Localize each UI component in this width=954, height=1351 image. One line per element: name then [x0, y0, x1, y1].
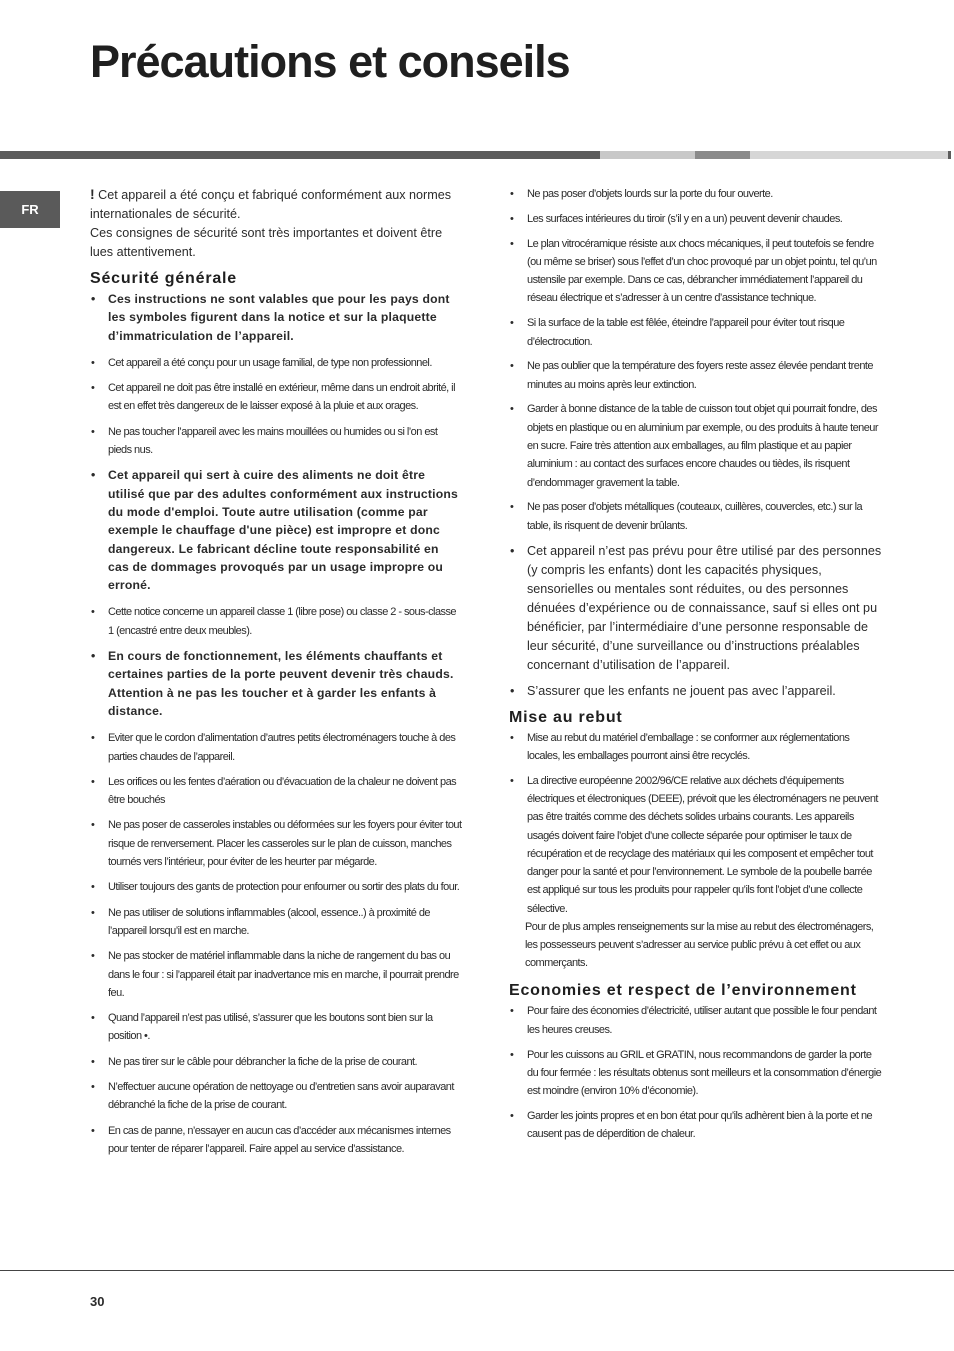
- list-item: • Les surfaces intérieures du tiroir (s’il y en a un) peuvent devenir chaudes.: [509, 210, 883, 228]
- header-rule-pale: [750, 151, 948, 159]
- list-item: • Si la surface de la table est fêlée, éteindre l’appareil pour éviter tout risque d’électrocution.: [509, 314, 883, 351]
- right-column: [509, 185, 883, 1150]
- list-item: • Quand l’appareil n’est pas utilisé, s’assurer que les boutons sont bien sur la position •.: [90, 1009, 462, 1046]
- list-item: • N’effectuer aucune opération de nettoyage ou d’entretien sans avoir auparavant débranché la fiche de la prise de courant.: [90, 1078, 462, 1115]
- list-item: • Eviter que le cordon d’alimentation d’autres petits électroménagers touche à des parties chaudes de l’appareil.: [90, 729, 462, 766]
- list-item: • En cas de panne, n’essayer en aucun cas d’accéder aux mécanismes internes pour tenter de réparer l’appareil. Faire appel au service d’assistance.: [90, 1122, 462, 1159]
- rebut-list: [509, 729, 883, 918]
- intro-paragraph: [90, 185, 462, 262]
- list-item: • Ne pas utiliser de solutions inflammables (alcool, essence..) à proximité de l’appareil lorsqu’il est en marche.: [90, 904, 462, 941]
- list-item: • Garder les joints propres et en bon état pour qu’ils adhèrent bien à la porte et ne causent pas de déperdition de chaleur.: [509, 1107, 883, 1144]
- list-item: • Pour les cuissons au GRIL et GRATIN, nous recommandons de garder la porte du four fermée : les résultats obtenus sont meilleurs et la consommation d’énergie est moindre (environ 10% d’économie).: [509, 1046, 883, 1101]
- list-item: • Ne pas tirer sur le câble pour débrancher la fiche de la prise de courant.: [90, 1053, 462, 1071]
- language-tab: FR: [0, 191, 60, 228]
- warning-mark-icon: !: [90, 186, 95, 202]
- footer-rule: [0, 1270, 954, 1271]
- list-item: • Pour faire des économies d’électricité, utiliser autant que possible le four pendant les heures creuses.: [509, 1002, 883, 1039]
- header-rule-mid: [695, 151, 750, 159]
- list-item: • Ne pas toucher l’appareil avec les mains mouillées ou humides ou si l’on est pieds nus.: [90, 423, 462, 460]
- list-item: • Cet appareil ne doit pas être installé en extérieur, même dans un endroit abrité, il est en effet très dangereux de le laisser exposé à la pluie et aux orages.: [90, 379, 462, 416]
- list-item: • Les orifices ou les fentes d’aération ou d’évacuation de la chaleur ne doivent pas être bouchés: [90, 773, 462, 810]
- list-item: • Ne pas poser de casseroles instables ou déformées sur les foyers pour éviter tout risque de renversement. Placer les casseroles sur le plan de cuisson, manches tournés vers l’intérieur, pour éviter de les heurter par mégarde.: [90, 816, 462, 871]
- section-heading-rebut: Mise au rebut: [509, 708, 623, 726]
- list-item: • Utiliser toujours des gants de protection pour enfourner ou sortir des plats du four.: [90, 878, 462, 896]
- list-item: • Ces instructions ne sont valables que pour les pays dont les symboles figurent dans la notice et sur la plaquette d’immatriculation de l’appareil.: [90, 290, 462, 345]
- header-rule-end: [948, 151, 951, 159]
- intro-line-1: Cet appareil a été conçu et fabriqué conformément aux normes internationales de sécurité.: [90, 188, 451, 221]
- header-rule-dark: [0, 151, 600, 159]
- list-item: • Ne pas poser d’objets métalliques (couteaux, cuillères, couvercles, etc.) sur la table, ils risquent de devenir brûlants.: [509, 498, 883, 535]
- list-item: • Ne pas oublier que la température des foyers reste assez élevée pendant trente minutes au moins après leur extinction.: [509, 357, 883, 394]
- list-item: • La directive européenne 2002/96/CE relative aux déchets d’équipements électriques et électroniques (DEEE), prévoit que les électroménagers ne peuvent pas être traités comme des déchets solides urbains courants. Les appareils usagés doivent faire l’objet d’une collecte séparée pour optimiser le taux de récupération et de recyclage des matériaux qui les composent et empêcher tout danger pour la santé et pour l’environnement. Le symbole de la poubelle barrée est appliqué sur tous les produits pour rappeler qu’ils font l’objet d’une collecte sélective.: [509, 772, 883, 918]
- section-heading-securite: Sécurité générale: [90, 270, 237, 287]
- list-item: • Mise au rebut du matériel d’emballage : se conformer aux réglementations locales, les emballages pourront ainsi être recyclés.: [509, 729, 883, 766]
- securite-list-left: [90, 290, 462, 1158]
- page-title: Précautions et conseils: [90, 36, 570, 87]
- left-column: [90, 185, 462, 1165]
- list-item: • Cette notice concerne un appareil classe 1 (libre pose) ou classe 2 - sous-classe 1 (encastré entre deux meubles).: [90, 603, 462, 640]
- list-item: • En cours de fonctionnement, les éléments chauffants et certaines parties de la porte peuvent devenir très chauds. Attention à ne pas les toucher et à garder les enfants à distance.: [90, 647, 462, 720]
- list-item: • Cet appareil a été conçu pour un usage familial, de type non professionnel.: [90, 354, 462, 372]
- section-heading-economies: Economies et respect de l’environnement: [509, 982, 857, 1000]
- list-item: • Le plan vitrocéramique résiste aux chocs mécaniques, il peut toutefois se fendre (ou même se briser) sous l’effet d’un choc provoqué par un objet pointu, tel qu’un ustensile par exemple. Dans ce cas, débrancher immédiatement l’appareil du réseau électrique et s’adresser à un centre d’assistance technique.: [509, 235, 883, 308]
- list-item: • Cet appareil n’est pas prévu pour être utilisé par des personnes (y compris les enfants) dont les capacités physiques, sensorielles ou mentales sont réduites, ou des personnes dénuées d’expérience ou de connaissance, sauf si elles ont pu bénéficier, par l’intermédiaire d’une personne responsable de leur sécurité, d’une surveillance ou d’instructions préalables concernant d’utilisation de l’appareil.: [509, 542, 883, 675]
- page-number: 30: [90, 1294, 105, 1309]
- securite-list-right: [509, 185, 883, 701]
- rebut-note: Pour de plus amples renseignements sur la mise au rebut des électroménagers, les possesseurs peuvent s’adresser au service public prévu à cet effet ou aux commerçants.: [525, 920, 874, 970]
- intro-line-2: Ces consignes de sécurité sont très importantes et doivent être lues attentivement.: [90, 226, 443, 259]
- list-item: • Garder à bonne distance de la table de cuisson tout objet qui pourrait fondre, des objets en plastique ou en aluminium par exemple, ou des produits à haute teneur en sucre. Faire très attention aux emballages, au film plastique et au papier aluminium : au contact des surfaces encore chaudes ou tièdes, ils risquent d’endommager gravement la table.: [509, 400, 883, 491]
- list-item: • Ne pas poser d’objets lourds sur la porte du four ouverte.: [509, 185, 883, 203]
- header-rule-light: [600, 151, 695, 159]
- economies-list: [509, 1002, 883, 1143]
- list-item: • S’assurer que les enfants ne jouent pas avec l’appareil.: [509, 682, 883, 701]
- list-item: • Cet appareil qui sert à cuire des aliments ne doit être utilisé que par des adultes conformément aux instructions du mode d'emploi. Toute autre utilisation (comme par exemple le chauffage d'une pièce) est impropre et donc dangereux. Le fabricant décline toute responsabilité en cas de dommages provoqués par un usage impropre ou erroné.: [90, 466, 462, 594]
- list-item: • Ne pas stocker de matériel inflammable dans la niche de rangement du bas ou dans le four : si l’appareil était par inadvertance mis en marche, il pourrait prendre feu.: [90, 947, 462, 1002]
